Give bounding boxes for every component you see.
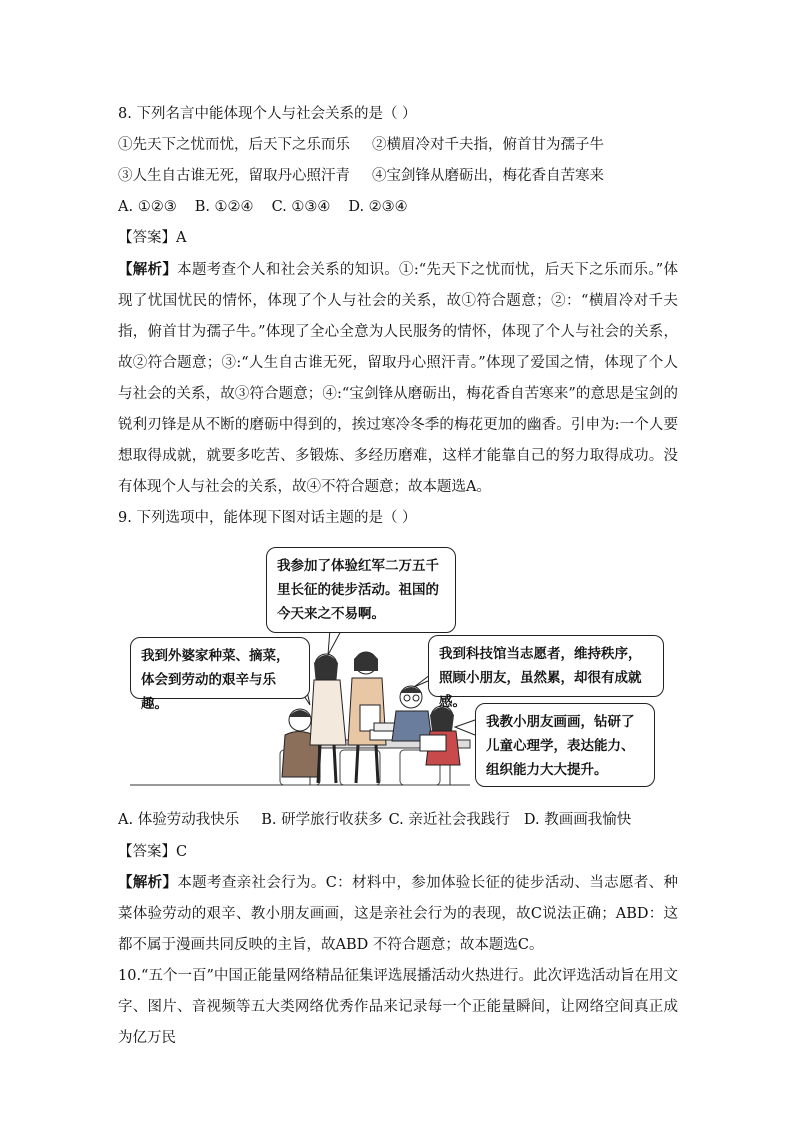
q8-quote-3: ③人生自古谁无死，留取丹心照汗青 — [118, 168, 350, 184]
speech-bubble-bottom-right: 我教小朋友画画，钻研了儿童心理学，表达能力、组织能力大大提升。 — [475, 703, 655, 787]
q8-choice-b[interactable]: B. ①②④ — [194, 199, 254, 215]
q8-choice-a[interactable]: A. ①②③ — [118, 199, 177, 215]
q9-analysis-label: 【解析】 — [118, 874, 178, 891]
q8-answer: 【答案】A — [118, 230, 187, 246]
q8-stem: 8. 下列名言中能体现个人与社会关系的是（ ） — [118, 106, 417, 122]
q8-choices — [118, 197, 426, 217]
speech-bubble-right: 我到科技馆当志愿者，维持秩序，照顾小朋友，虽然累，却很有成就感。 — [428, 635, 664, 697]
q8-quote-1: ①先天下之忧而忧，后天下之乐而乐 — [118, 137, 350, 153]
q8-analysis-text: 本题考查个人和社会关系的知识。①:“先天下之忧而忧，后天下之乐而乐。”体现了忧国忧民的情怀，体现了个人与社会的关系，故①符合题意；②：“横眉冷对千夫指，俯首甘为孺子牛。”体现了全心全意为人民服务的情怀，体现了个人与社会的关系，故②符合题意；③:“人生自古谁无死，留取丹心照汗青。”体现了爱国之情，体现了个人与社会的关系，故③符合题意；④:“宝剑锋从磨砺出，梅花香自苦寒来”的意思是宝剑的锐利刃锋是从不断的磨砺中得到的，挨过寒冷冬季的梅花更加的幽香。引申为:一个人要想取得成就，就要多吃苦、多锻炼、多经历磨难，这样才能靠自己的努力取得成功。没有体现个人与社会的关系，故④不符合题意；故本题选A。 — [118, 262, 678, 495]
dialogue-illustration — [130, 545, 670, 790]
q8-choice-d[interactable]: D. ②③④ — [348, 199, 408, 215]
q9-stem: 9. 下列选项中，能体现下图对话主题的是（ ） — [118, 510, 417, 526]
q9-choice-b[interactable]: B. 研学旅行收获多 — [261, 812, 383, 828]
q8-quote-2: ②横眉冷对千夫指，俯首甘为孺子牛 — [372, 137, 604, 153]
q8-analysis — [118, 254, 678, 503]
speech-bubble-left: 我到外婆家种菜、摘菜，体会到劳动的艰辛与乐趣。 — [130, 637, 310, 699]
q9-choice-d[interactable]: D. 教画画我愉快 — [523, 812, 632, 828]
q9-analysis — [118, 867, 678, 961]
speech-bubble-top: 我参加了体验红军二万五千里长征的徒步活动。祖国的今天来之不易啊。 — [266, 547, 456, 633]
q9-choice-c[interactable]: C. 亲近社会我践行 — [388, 812, 510, 828]
q9-choices — [118, 810, 649, 830]
q9-choice-a[interactable]: A. 体验劳动我快乐 — [118, 812, 240, 828]
q8-quote-4: ④宝剑锋从磨砺出，梅花香自苦寒来 — [372, 168, 604, 184]
q8-analysis-label: 【解析】 — [118, 261, 178, 278]
q10-stem: 10.“五个一百”中国正能量网络精品征集评选展播活动火热进行。此次评选活动旨在用文字、图片、音视频等五大类网络优秀作品来记录每一个正能量瞬间，让网络空间真正成为亿万民 — [118, 968, 678, 1046]
q8-choice-c[interactable]: C. ①③④ — [271, 199, 331, 215]
q8-quotes-row2 — [118, 166, 604, 186]
q9-answer: 【答案】C — [118, 844, 188, 860]
q8-quotes-row1 — [118, 135, 604, 155]
q9-analysis-text: 本题考查亲社会行为。C：材料中，参加体验长征的徒步活动、当志愿者、种菜体验劳动的艰辛、教小朋友画画，这是亲社会行为的表现，故C说法正确；ABD：这都不属于漫画共同反映的主旨，故ABD 不符合题意；故本题选C。 — [118, 875, 679, 953]
